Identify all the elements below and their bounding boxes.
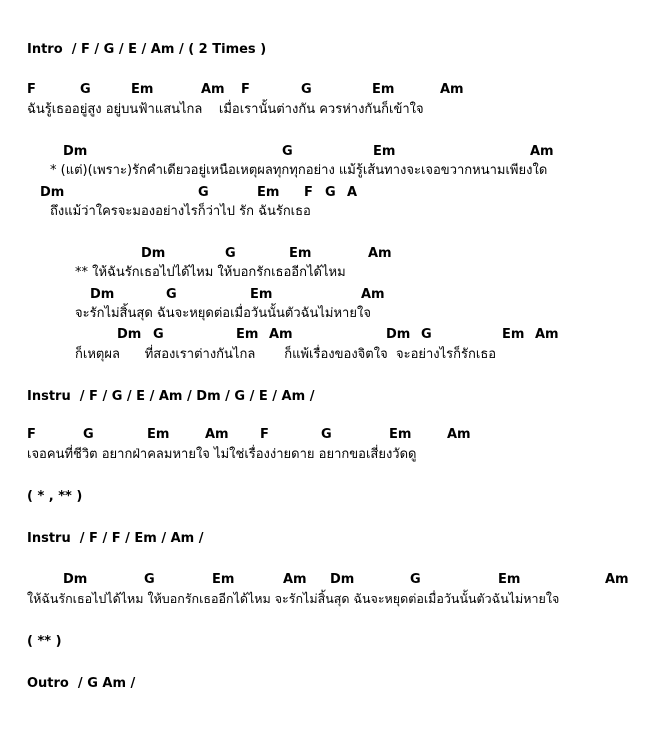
lyric-line: ฉันรู้เธออยู่สูง อยู่บนฟ้าแสนไกล เมื่อเรานั้นต่างกัน ควรห่างกันก็เข้าใจ [27, 102, 424, 117]
lyric-line: ถึงแม้ว่าใครจะมองอย่างไรก็ว่าไป รัก ฉันรักเธอ [50, 204, 311, 219]
outro-line: Outro / G Am / [27, 676, 136, 691]
chord: G [153, 327, 164, 342]
chord: Am [605, 572, 629, 587]
chord: Am [361, 287, 385, 302]
chord: Dm [386, 327, 411, 342]
chord: Am [205, 427, 229, 442]
chord: Dm [90, 287, 115, 302]
chord: Am [283, 572, 307, 587]
instrumental-line: Instru / F / G / E / Am / Dm / G / E / Am / [27, 389, 315, 404]
repeat-marker: ( * , ** ) [27, 489, 83, 504]
chord: Dm [330, 572, 355, 587]
chord: A [347, 185, 358, 200]
lyric-line: ** ให้ฉันรักเธอไปได้ไหม ให้บอกรักเธออีกได้ไหม [75, 265, 346, 280]
chord: Em [502, 327, 525, 342]
chord: Am [440, 82, 464, 97]
chord: F [27, 82, 36, 97]
intro-line: Intro / F / G / E / Am / ( 2 Times ) [27, 42, 267, 57]
chord: Dm [117, 327, 142, 342]
chord: Dm [141, 246, 166, 261]
chord: Dm [63, 572, 88, 587]
chord: F [304, 185, 313, 200]
chord: Em [257, 185, 280, 200]
chord: Em [389, 427, 412, 442]
chord: F [260, 427, 269, 442]
chord: Em [147, 427, 170, 442]
chord: G [301, 82, 312, 97]
chord: Em [498, 572, 521, 587]
chord: G [325, 185, 336, 200]
lyric-line: ก็เหตุผล ที่สองเราต่างกันไกล ก็แพ้เรื่องของจิตใจ จะอย่างไรก็รักเธอ [75, 347, 497, 362]
lyric-line: * (แต่)(เพราะ)รักคำเดียวอยู่เหนือเหตุผลทุกทุกอย่าง แม้รู้เส้นทางจะเจอขวากหนามเพียงใด [50, 163, 548, 178]
chord: G [410, 572, 421, 587]
chord: Am [269, 327, 293, 342]
chord: Em [131, 82, 154, 97]
lyric-line: เจอคนที่ชีวิต อยากฝ่าคลมหายใจ ไม่ใช่เรื่องง่ายดาย อยากขอเสี่ยงวัดดู [27, 447, 417, 462]
chord: F [27, 427, 36, 442]
chord: G [83, 427, 94, 442]
lyric-line: จะรักไม่สิ้นสุด ฉันจะหยุดต่อเมื่อวันนั้นตัวฉันไม่หายใจ [75, 306, 371, 321]
chord: G [421, 327, 432, 342]
chord: Em [236, 327, 259, 342]
chord: Am [535, 327, 559, 342]
chord: G [321, 427, 332, 442]
chord: G [198, 185, 209, 200]
chord: Dm [63, 144, 88, 159]
chord: F [241, 82, 250, 97]
repeat-marker: ( ** ) [27, 634, 62, 649]
instrumental-line: Instru / F / F / Em / Am / [27, 531, 204, 546]
chord: Am [368, 246, 392, 261]
chord: Am [201, 82, 225, 97]
chord: Am [447, 427, 471, 442]
chord: G [166, 287, 177, 302]
chord: G [225, 246, 236, 261]
chord: G [282, 144, 293, 159]
chord: Em [289, 246, 312, 261]
chord: Em [212, 572, 235, 587]
chord: Em [372, 82, 395, 97]
chord: G [144, 572, 155, 587]
chord: Em [373, 144, 396, 159]
chord: Dm [40, 185, 65, 200]
chord: G [80, 82, 91, 97]
chord: Em [250, 287, 273, 302]
lyric-line: ให้ฉันรักเธอไปได้ไหม ให้บอกรักเธออีกได้ไหม จะรักไม่สิ้นสุด ฉันจะหยุดต่อเมื่อวันนั้นตัวฉันไม่หายใจ [27, 591, 560, 606]
chord: Am [530, 144, 554, 159]
